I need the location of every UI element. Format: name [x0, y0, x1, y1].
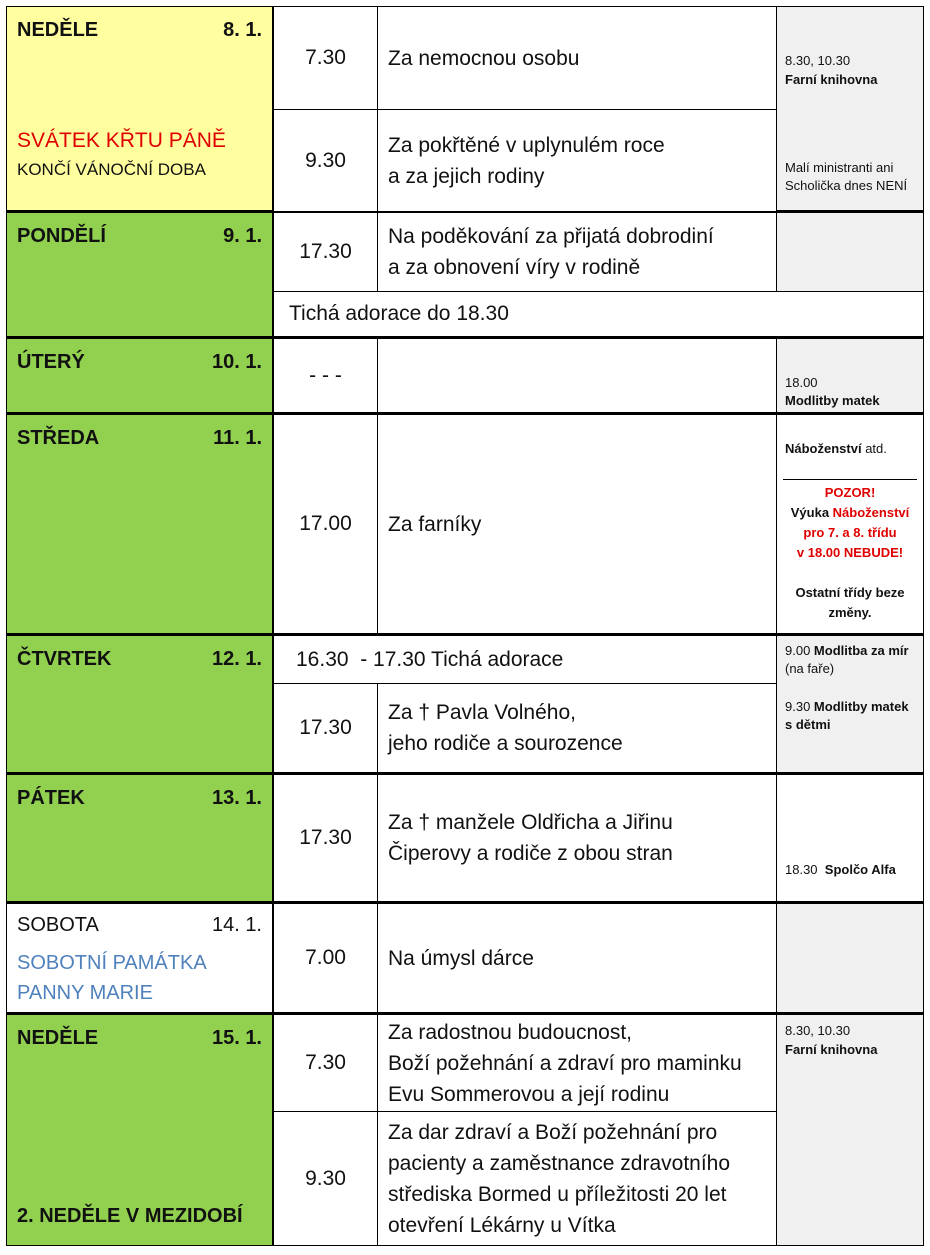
mass-intention — [377, 683, 777, 774]
intention-line: Za farníky — [388, 512, 482, 536]
notice-line: v 18.00 NEBUDE! — [796, 545, 904, 560]
day-date: 12. 1. — [211, 648, 262, 670]
intention-line: Za † Pavla Volného, — [388, 701, 576, 724]
intention-line: otevření Lékárny u Vítka — [388, 1213, 616, 1237]
intention-line: jeho rodiče a sourozence — [388, 732, 623, 755]
intention-line: Čiperovy a rodiče z obou stran — [388, 842, 673, 865]
note-line: Scholička dnes NENÍ — [785, 178, 908, 193]
note-time: 18.30 — [785, 862, 818, 877]
notice-line: Výuka — [790, 505, 833, 520]
mass-time: 17.00 — [273, 414, 378, 635]
mass-intention — [377, 1014, 777, 1112]
mass-time: - - - — [273, 338, 378, 414]
intention-line: Boží požehnání a zdraví pro maminku — [388, 1051, 742, 1075]
note-topic-rest: atd. — [861, 441, 887, 456]
intention-line: a za obnovení víry v rodině — [388, 256, 641, 279]
day-date: 8. 1. — [223, 19, 262, 41]
mass-intention — [377, 1111, 777, 1246]
memorial-line: SOBOTNÍ PAMÁTKA — [17, 952, 207, 974]
day-date: 9. 1. — [223, 225, 262, 247]
mass-time: 9.30 — [273, 109, 378, 212]
day-name: NEDĚLE — [17, 1027, 99, 1049]
day-cell-thursday-12 — [6, 635, 273, 774]
mass-intention — [377, 774, 777, 903]
day-date: 11. 1. — [213, 427, 262, 449]
notes-cell-tuesday-10 — [776, 338, 924, 414]
intention-line: Za dar zdraví a Boží požehnání pro — [388, 1120, 718, 1144]
day-cell-monday-9 — [6, 212, 273, 338]
feast-note: KONČÍ VÁNOČNÍ DOBA — [17, 160, 206, 179]
notes-cell-sunday-15 — [776, 1014, 924, 1246]
intention-line: Na úmysl dárce — [388, 946, 534, 970]
mass-time: 7.00 — [273, 903, 378, 1014]
intention-line: Evu Sommerovou a její rodinu — [388, 1082, 670, 1106]
intention-line: Za radostnou budoucnost, — [388, 1020, 633, 1044]
notice-line: změny. — [828, 605, 872, 620]
day-date: 14. 1. — [211, 914, 262, 936]
day-name: ÚTERÝ — [17, 351, 85, 373]
day-date: 10. 1. — [211, 351, 262, 373]
mass-intention — [377, 212, 777, 292]
mass-time: 9.30 — [273, 1111, 378, 1246]
note-line: Malí ministranti ani — [785, 160, 894, 175]
note-label: Spolčo Alfa — [824, 862, 896, 877]
day-date: 13. 1. — [211, 787, 262, 809]
day-cell-wednesday-11 — [6, 414, 273, 635]
note-label: Modlitby matek — [785, 393, 880, 408]
note-label: Modlitba za mír — [810, 643, 909, 658]
note-time: 18.00 — [785, 375, 818, 390]
adoration-text: 16.30 - 17.30 Tichá adorace — [296, 647, 564, 671]
day-cell-friday-13 — [6, 774, 273, 903]
adoration-thursday — [273, 635, 777, 684]
day-name: SOBOTA — [17, 914, 99, 936]
notes-cell-friday-13 — [776, 774, 924, 903]
intention-line: a za jejich rodiny — [388, 164, 545, 188]
memorial-line: PANNY MARIE — [17, 982, 153, 1004]
intention-line: Za † manžele Oldřicha a Jiřinu — [388, 811, 673, 834]
note-time: 8.30, 10.30 — [785, 53, 851, 68]
mass-schedule-table — [6, 6, 924, 1246]
mass-intention — [377, 6, 777, 110]
note-divider — [783, 479, 917, 480]
note-label: Farní knihovna — [785, 1042, 878, 1057]
day-cell-saturday-14 — [6, 903, 273, 1014]
mass-time: 17.30 — [273, 774, 378, 903]
notice-line: pro 7. a 8. třídu — [803, 525, 897, 540]
mass-time: 7.30 — [273, 1014, 378, 1112]
note-topic — [785, 439, 887, 459]
adoration-text: Tichá adorace do 18.30 — [289, 302, 509, 325]
day-name: PÁTEK — [17, 787, 85, 809]
day-cell-sunday-15 — [6, 1014, 273, 1246]
notes-cell-saturday-14 — [776, 903, 924, 1014]
mass-time: 17.30 — [273, 212, 378, 292]
note-topic-bold: Náboženství — [785, 441, 862, 456]
mass-intention — [377, 109, 777, 212]
feast-name: SVÁTEK KŘTU PÁNĚ — [17, 129, 226, 152]
sunday-note: 2. NEDĚLE V MEZIDOBÍ — [17, 1205, 243, 1227]
intention-line: střediska Bormed u příležitosti 20 let — [388, 1182, 727, 1206]
mass-time: 17.30 — [273, 683, 378, 774]
intention-line: Za nemocnou osobu — [388, 46, 580, 70]
intention-line: Na poděkování za přijatá dobrodiní — [388, 225, 714, 248]
mass-intention — [377, 414, 777, 635]
note-line: s dětmi — [785, 717, 831, 732]
day-cell-tuesday-10 — [6, 338, 273, 414]
day-cell-sunday-8 — [6, 6, 273, 212]
notes-cell-sunday-8 — [776, 6, 924, 212]
notice-line: Ostatní třídy beze — [795, 585, 905, 600]
day-name: ČTVRTEK — [17, 648, 112, 670]
notes-cell-monday-9 — [776, 212, 924, 292]
note-label: Farní knihovna — [785, 72, 878, 87]
day-name: STŘEDA — [17, 427, 100, 449]
mass-intention-empty — [377, 338, 777, 414]
notice-alert: POZOR! — [824, 485, 876, 500]
mass-intention — [377, 903, 777, 1014]
day-name: PONDĚLÍ — [17, 225, 106, 247]
note-label: Modlitby matek — [810, 699, 909, 714]
intention-line: pacienty a zaměstnance zdravotního — [388, 1151, 731, 1175]
day-date: 15. 1. — [211, 1027, 262, 1049]
intention-line: Za pokřtěné v uplynulém roce — [388, 133, 665, 157]
mass-time: 7.30 — [273, 6, 378, 110]
notes-cell-wednesday-11 — [776, 414, 924, 635]
adoration-monday — [273, 291, 924, 338]
note-time: 9.00 — [785, 643, 811, 658]
notice-block — [777, 483, 923, 623]
note-line: (na faře) — [785, 661, 835, 676]
notes-cell-thursday-12 — [776, 635, 924, 774]
notice-line-highlight: Náboženství — [832, 505, 910, 520]
note-time: 8.30, 10.30 — [785, 1023, 851, 1038]
note-time: 9.30 — [785, 699, 811, 714]
day-name: NEDĚLE — [17, 19, 99, 41]
